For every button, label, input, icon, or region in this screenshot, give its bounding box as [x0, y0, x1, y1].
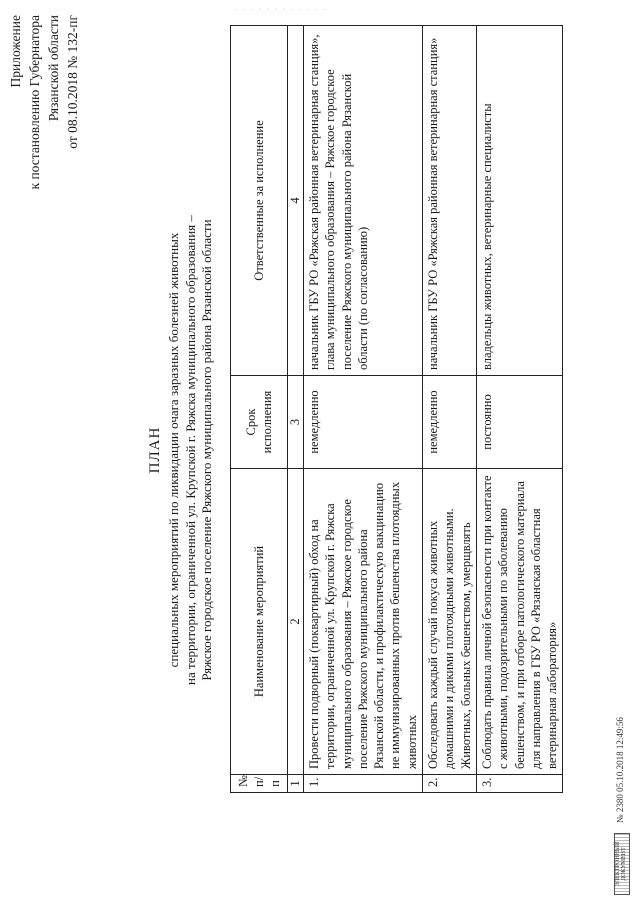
appendix-line1: Приложение: [8, 15, 23, 88]
row-term: немедленно: [423, 376, 477, 469]
column-number-row: [288, 26, 304, 793]
row-responsible: начальник ГБУ РО «Ряжская районная ветеринарная станция», глава муниципального образования – Ряжское городское поселение Ряжского муниципального района Рязанской области (по согласованию): [304, 26, 423, 376]
header-measure: Наименование мероприятий: [231, 469, 288, 775]
row-num: 2.: [423, 775, 477, 793]
col-number: 4: [288, 26, 304, 376]
appendix-line3: Рязанской области: [46, 15, 61, 122]
header-term: Срок исполнения: [231, 376, 288, 469]
scan-noise: · · · · · · · · · · · ·: [235, 6, 329, 14]
row-responsible: начальник ГБУ РО «Ряжская районная ветеринарная станция»: [423, 26, 477, 376]
e-document-logo: ЭЛЕКТРОННЫЙ ДОКУМЕНТ: [614, 833, 630, 895]
row-term: немедленно: [304, 376, 423, 469]
subtitle-line2: на территории, ограниченной ул. Крупской г. Ряжска муниципального образования –: [182, 215, 198, 685]
appendix-line2: к постановлению Губернатора: [27, 15, 42, 190]
row-measure: Обследовать каждый случай покуса животных домашними и дикими плотоядными животными. Животных, больных бешенством, умерщвлять: [423, 469, 477, 775]
header-responsible: Ответственные за исполнение: [231, 26, 288, 376]
row-responsible: владельцы животных, ветеринарные специалисты: [476, 26, 562, 376]
measures-table: [230, 25, 563, 793]
table-row: [423, 26, 477, 793]
appendix-block: [6, 15, 82, 265]
row-term: постоянно: [476, 376, 562, 469]
table-header-row: [231, 26, 288, 793]
subtitle-line3: Ряжское городское поселение Ряжского муниципального района Рязанской области: [199, 219, 214, 681]
document-subtitle: [166, 105, 216, 795]
col-number: 3: [288, 376, 304, 469]
col-number: 1: [288, 775, 304, 793]
table-row: [304, 26, 423, 793]
subtitle-line1: специальных мероприятий по ликвидации очага заразных болезней животных: [166, 232, 181, 668]
header-num: № п/п: [231, 775, 288, 793]
row-num: 3.: [476, 775, 562, 793]
row-measure: Соблюдать правила личной безопасности при контакте с животными, подозрительными по заболеванию бешенством, и при отборе патологического материала для направления в ГБУ РО «Рязанская областная ветеринарная лаборатория»: [476, 469, 562, 775]
row-num: 1.: [304, 775, 423, 793]
appendix-line4: от 08.10.2018 № 132-пг: [65, 15, 80, 149]
row-measure: Провести подворный (поквартирный) обход на территории, ограниченной ул. Крупской г. Ряжска муниципального образования – Ряжское городское поселение Ряжского муниципального района Рязанской области, и профилактическую вакцинацию не иммунизированных против бешенства плотоядных животных: [304, 469, 423, 775]
table-row: [476, 26, 562, 793]
document-title: ПЛАН: [147, 426, 163, 474]
document-stamp: № 2380 05.10.2018 12:49:56: [615, 717, 625, 823]
col-number: 2: [288, 469, 304, 775]
